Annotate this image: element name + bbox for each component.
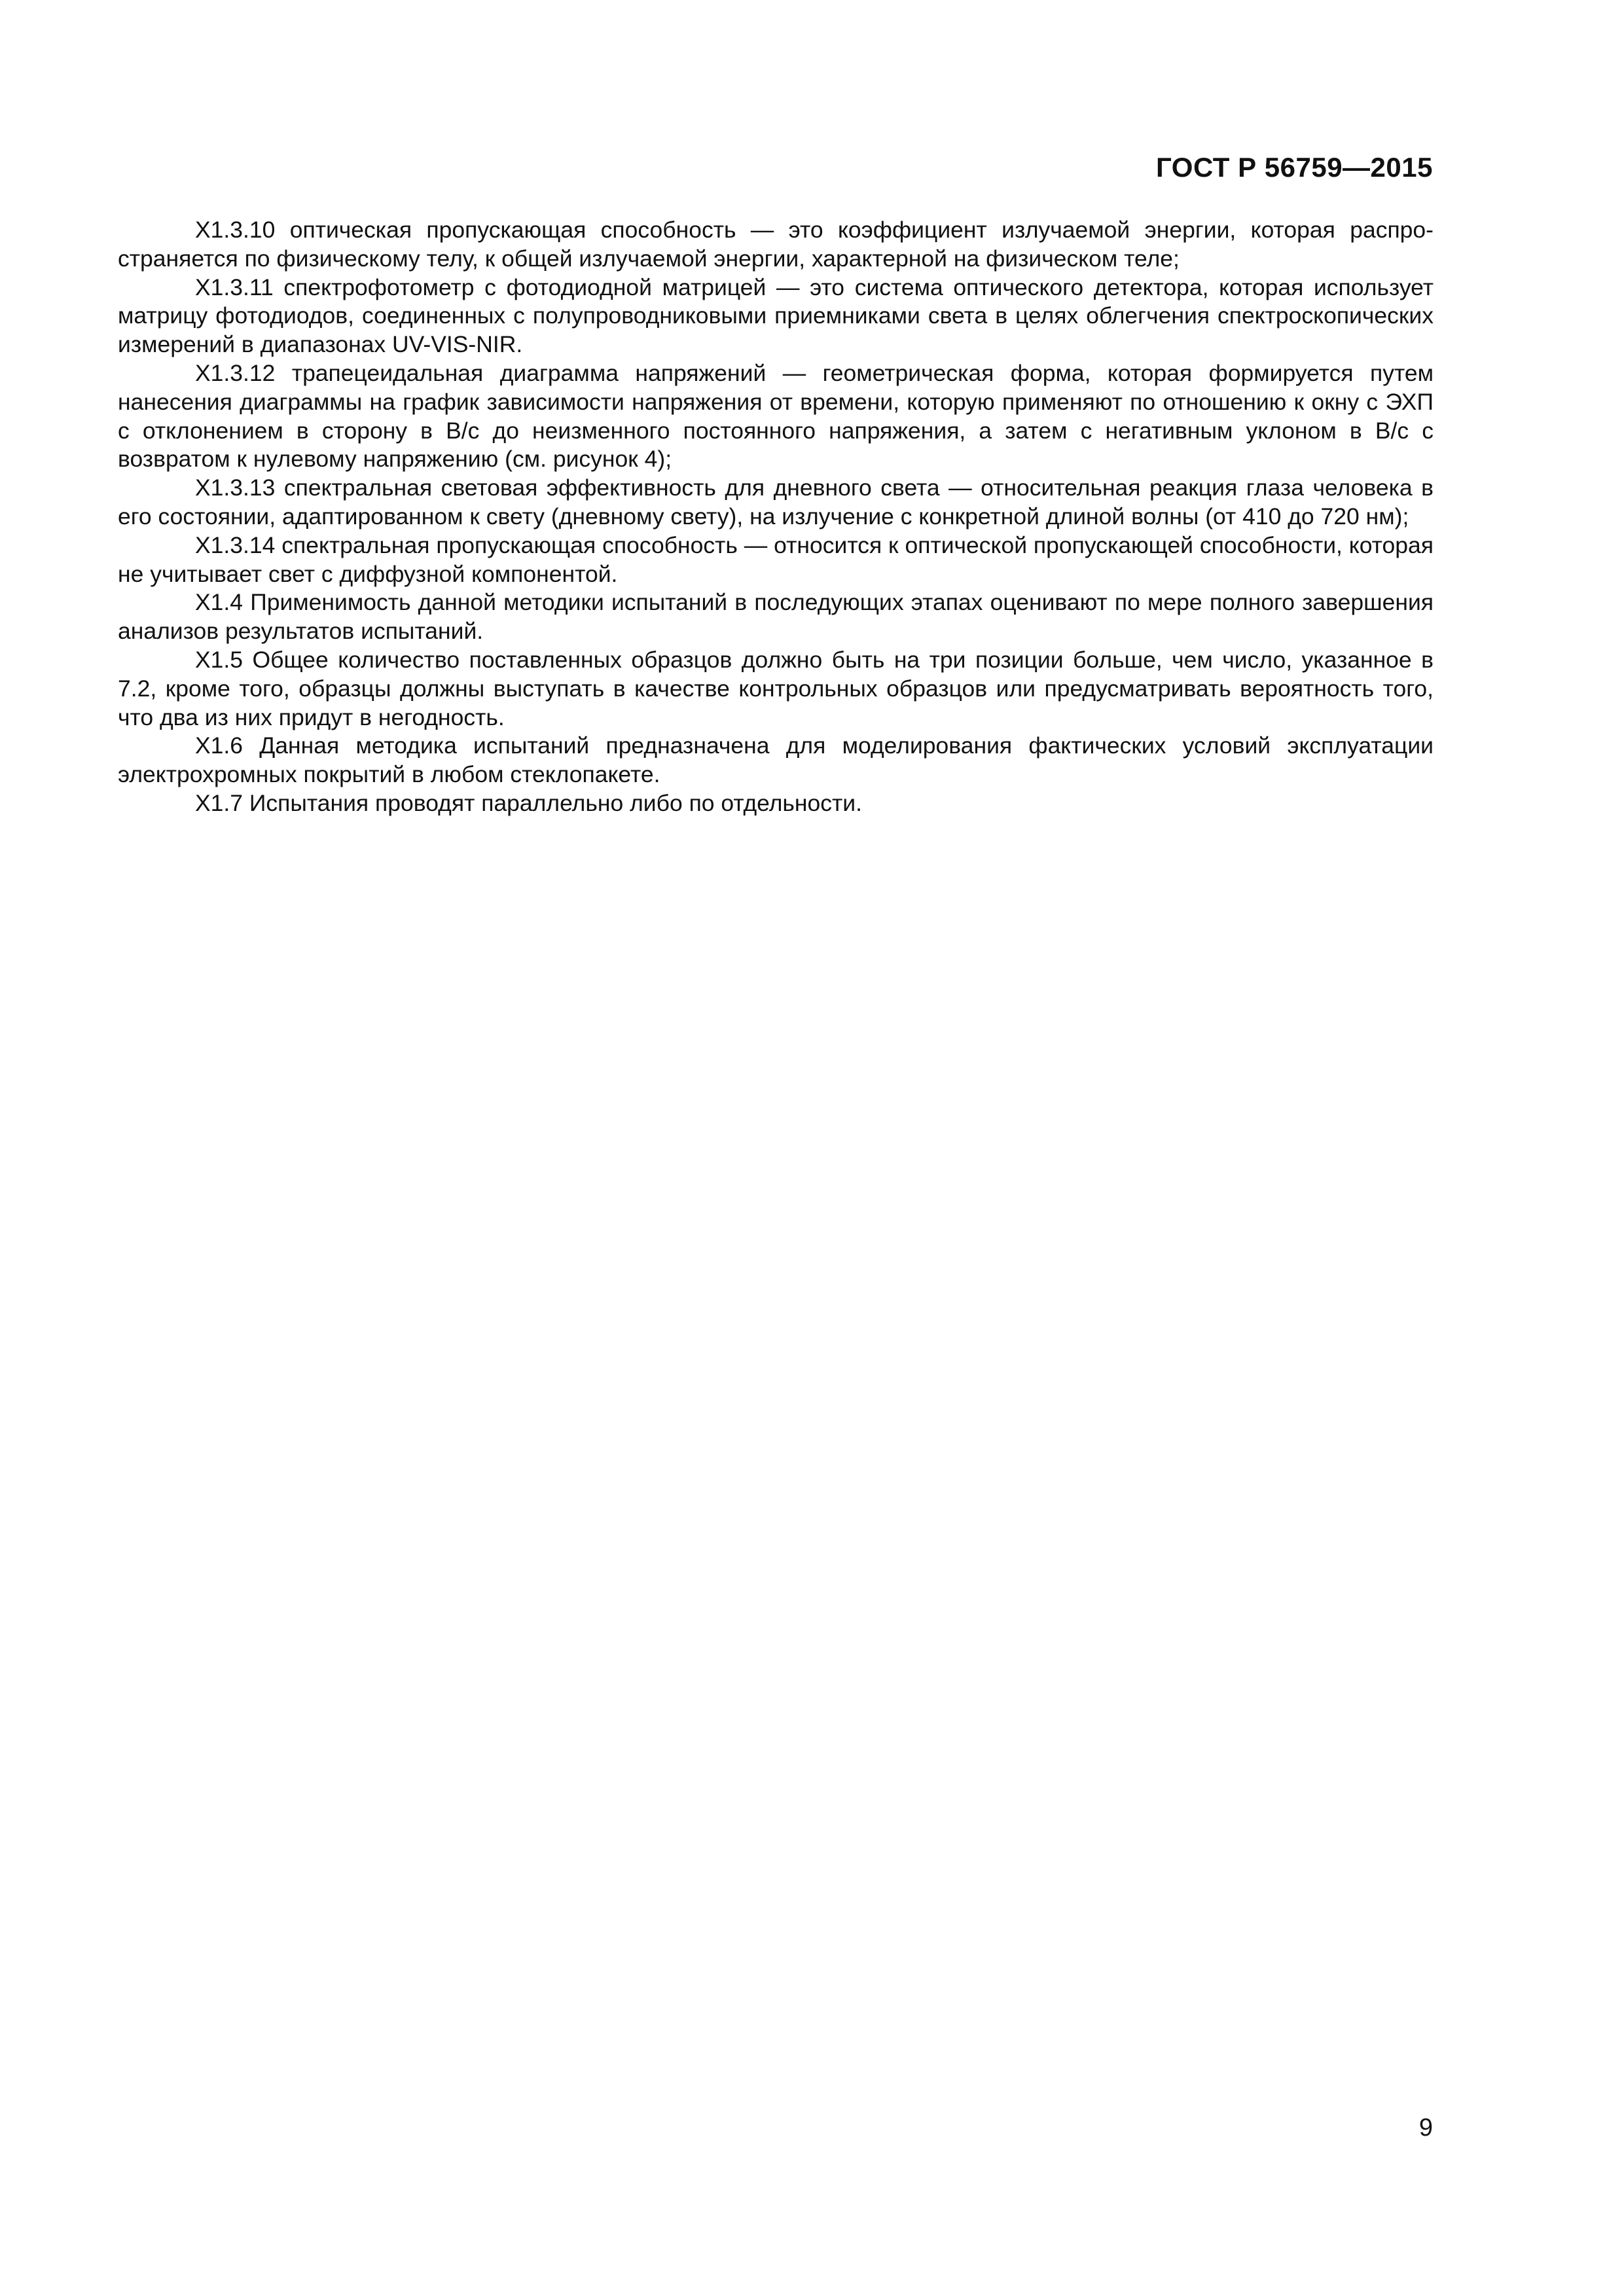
paragraph-x1-7: Х1.7 Испытания проводят параллельно либо по отдельности. <box>195 789 862 816</box>
paragraph-x1-3-11: Х1.3.11 спектрофотометр с фотодиодной матрицей — это система оптического детектора, которая использует матрицу фотодиодов, соединенных с полупроводниковыми приемниками света в целях облегчения спектроскопических измерений в диапазонах UV-VIS-NIR. <box>118 274 1434 358</box>
page-number: 9 <box>1418 2114 1433 2142</box>
paragraph-x1-3-12: Х1.3.12 трапецеидальная диаграмма напряжений — геометрическая форма, которая формируется путем нанесения диаграммы на график зависимости напряжения от времени, которую применяют по отношению к окну с ЭХП с отклонением в сторону в В/с до неизменного постоянного напряжения, а затем с негативным уклоном в В/с с возвратом к нулевому напряжению (см. рисунок 4); <box>118 359 1434 473</box>
paragraph-x1-6: Х1.6 Данная методика испытаний предназначена для моделирования фактических условий эксплуатации электрохромных покрытий в любом стеклопакете. <box>118 732 1434 788</box>
paragraph-x1-5: Х1.5 Общее количество поставленных образцов должно быть на три позиции больше, чем число, указанное в 7.2, кроме того, образцы должны выступать в качестве контрольных образцов или предусматривать вероятность того, что два из них придут в негодность. <box>118 646 1434 730</box>
paragraph-x1-3-10: Х1.3.10 оптическая пропускающая способность — это коэффициент излучаемой энергии, которая распространяется по физическому телу, к общей излучаемой энергии, характерной на физическом теле; <box>118 217 1434 272</box>
paragraph-x1-3-14: Х1.3.14 спектральная пропускающая способность — относится к оптической пропускающей способности, которая не учитывает свет с диффузной компонентой. <box>118 531 1434 587</box>
paragraph-x1-3-13: Х1.3.13 спектральная световая эффективность для дневного света — относительная реакция глаза человека в его состоянии, адаптированном к свету (дневному свету), на излучение с конкретной длиной волны (от 410 до 720 нм); <box>118 475 1434 529</box>
paragraph-x1-4: Х1.4 Применимость данной методики испытаний в последующих этапах оценивают по мере полного завершения анализов результатов испытаний. <box>118 589 1434 645</box>
body-text <box>118 216 1434 818</box>
standard-id-header: ГОСТ Р 56759—2015 <box>1156 152 1433 183</box>
